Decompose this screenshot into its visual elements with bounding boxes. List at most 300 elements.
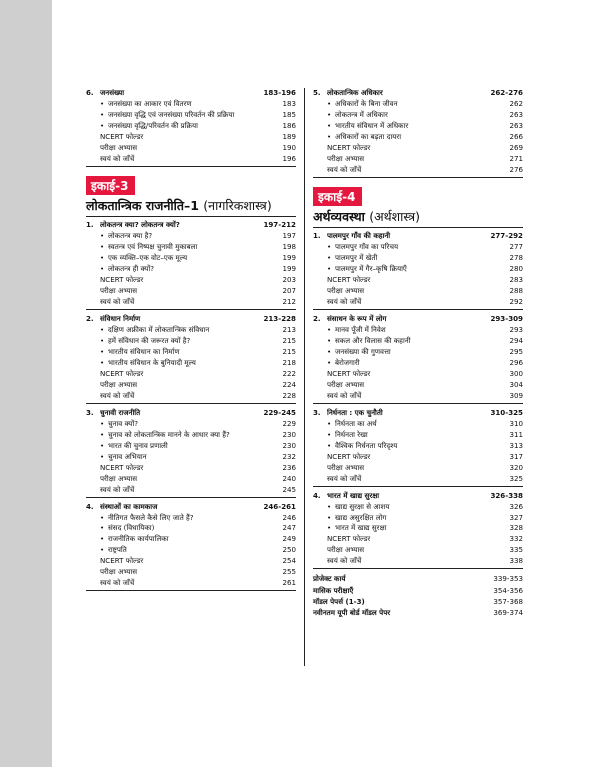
toc-extra-item[interactable] xyxy=(86,485,296,496)
bullet-icon: • xyxy=(327,241,332,251)
toc-subitem[interactable] xyxy=(86,336,296,347)
section-title: संसाधन के रूप में लोग xyxy=(327,313,387,323)
subitem-page: 185 xyxy=(282,109,296,119)
toc-extra-item[interactable] xyxy=(313,275,523,286)
subitem-text xyxy=(327,502,487,513)
subitem-text xyxy=(100,264,260,275)
toc-extra-item[interactable] xyxy=(313,143,523,154)
section-page-range: 183-196 xyxy=(263,88,296,97)
subitem-text xyxy=(100,419,260,430)
toc-subitem[interactable] xyxy=(313,121,523,132)
bullet-icon: • xyxy=(327,512,332,522)
subitem-text xyxy=(100,534,260,545)
extra-label: NCERT फोल्डर xyxy=(100,368,144,378)
extra-page: 283 xyxy=(509,274,523,284)
extra-page: 228 xyxy=(282,390,296,400)
toc-subitem[interactable] xyxy=(86,441,296,452)
unit-title xyxy=(86,197,296,217)
column-divider xyxy=(304,88,305,666)
extra-page: 325 xyxy=(509,473,523,483)
toc-subitem[interactable] xyxy=(86,513,296,524)
toc-extra-item[interactable] xyxy=(313,463,523,474)
subitem-text xyxy=(327,253,487,264)
extra-label: स्वयं को जाँचें xyxy=(327,296,362,306)
unit-title-text: अर्थव्यवस्था xyxy=(313,208,365,224)
toc-subitem[interactable] xyxy=(86,545,296,556)
extra-page: 269 xyxy=(509,142,523,152)
subitem-label: अधिकारों के बिना जीवन xyxy=(335,98,398,108)
subitem-text xyxy=(100,110,260,121)
subitem-text xyxy=(327,325,487,336)
extra-label: स्वयं को जाँचें xyxy=(100,390,135,400)
extra-label: स्वयं को जाँचें xyxy=(100,578,135,588)
subitem-page: 296 xyxy=(509,357,523,367)
section-divider xyxy=(313,568,523,569)
unit-label: इकाई-3 xyxy=(86,176,135,195)
toc-subitem[interactable] xyxy=(313,523,523,534)
subitem-text xyxy=(100,513,260,524)
section-number: 5. xyxy=(313,88,321,97)
subitem-text xyxy=(327,419,487,430)
section-page-range: 310-325 xyxy=(490,407,523,417)
toc-extra-item[interactable] xyxy=(313,369,523,380)
subitem-label: भारतीय संविधान में अधिकार xyxy=(335,120,409,130)
extra-label: परीक्षा अभ्यास xyxy=(327,545,365,555)
subitem-label: निर्धनता रेखा xyxy=(335,429,368,439)
toc-extra-item[interactable] xyxy=(313,380,523,391)
extra-page: 300 xyxy=(509,368,523,378)
bullet-icon: • xyxy=(100,346,105,356)
extra-label: परीक्षा अभ्यास xyxy=(327,153,365,163)
section-heading[interactable] xyxy=(313,314,523,325)
subitem-page: 213 xyxy=(282,324,296,334)
toc-subitem[interactable] xyxy=(86,358,296,369)
extra-label: परीक्षा अभ्यास xyxy=(327,285,365,295)
subitem-page: 313 xyxy=(509,440,523,450)
toc-subitem[interactable] xyxy=(86,110,296,121)
extra-page: 276 xyxy=(509,164,523,174)
final-entry[interactable] xyxy=(313,585,523,596)
unit-header-left xyxy=(86,175,296,217)
section-page-range: 229-245 xyxy=(263,407,296,417)
bullet-icon: • xyxy=(327,418,332,428)
subitem-label: लोकतन्त्र क्या है? xyxy=(108,230,153,240)
section-page-range: 277-292 xyxy=(490,230,523,240)
bullet-icon: • xyxy=(100,252,105,262)
page-margin-band xyxy=(0,0,52,767)
section-page-range: 246-261 xyxy=(263,501,296,511)
subitem-label: दक्षिण अफ्रीका में लोकतान्त्रिक संविधान xyxy=(108,324,210,334)
toc-subitem[interactable] xyxy=(313,99,523,110)
extra-label: स्वयं को जाँचें xyxy=(327,164,362,174)
subitem-page: 232 xyxy=(282,451,296,461)
extra-page: 196 xyxy=(282,153,296,163)
extra-page: 292 xyxy=(509,296,523,306)
bullet-icon: • xyxy=(327,263,332,273)
section-title: चुनावी राजनीति xyxy=(100,407,141,417)
subitem-text xyxy=(100,430,260,441)
extra-label: परीक्षा अभ्यास xyxy=(327,462,365,472)
extra-label: NCERT फोल्डर xyxy=(100,556,144,566)
toc-subitem[interactable] xyxy=(313,253,523,264)
section-number: 3. xyxy=(313,407,321,417)
final-entry[interactable] xyxy=(313,607,523,618)
toc-extra-item[interactable] xyxy=(86,297,296,308)
extra-label: परीक्षा अभ्यास xyxy=(327,379,365,389)
toc-subitem[interactable] xyxy=(86,325,296,336)
bullet-icon: • xyxy=(327,98,332,108)
bullet-icon: • xyxy=(100,324,105,334)
unit-subtitle: (अर्थशास्त्र) xyxy=(369,208,421,224)
section-page-range: 293-309 xyxy=(490,313,523,323)
toc-subitem[interactable] xyxy=(313,419,523,430)
subitem-page: 280 xyxy=(509,263,523,273)
subitem-text xyxy=(327,430,487,441)
toc-section xyxy=(313,408,523,487)
subitem-text xyxy=(100,441,260,452)
extra-page: 309 xyxy=(509,390,523,400)
extra-label: परीक्षा अभ्यास xyxy=(100,285,138,295)
section-heading[interactable] xyxy=(86,220,296,231)
subitem-text xyxy=(100,523,260,534)
subitem-text xyxy=(100,253,260,264)
toc-subitem[interactable] xyxy=(86,231,296,242)
extra-label: स्वयं को जाँचें xyxy=(327,556,362,566)
toc-section xyxy=(86,408,296,498)
section-number: 6. xyxy=(86,88,94,97)
subitem-text xyxy=(327,347,487,358)
subitem-page: 293 xyxy=(509,324,523,334)
toc-extra-item[interactable] xyxy=(313,474,523,485)
unit-title xyxy=(313,208,523,228)
subitem-label: मानव पूँजी में निवेश xyxy=(335,324,386,334)
bullet-icon: • xyxy=(100,241,105,251)
section-number: 2. xyxy=(313,313,321,323)
bullet-icon: • xyxy=(100,120,105,130)
extra-page: 261 xyxy=(282,578,296,588)
subitem-page: 186 xyxy=(282,120,296,130)
toc-section xyxy=(86,220,296,310)
subitem-label: खाद्य असुरक्षित लोग xyxy=(335,512,387,522)
subitem-label: अधिकारों का बढ़ता दायरा xyxy=(335,131,402,141)
subitem-text xyxy=(327,132,487,143)
extra-label: NCERT फोल्डर xyxy=(327,451,371,461)
final-entries xyxy=(313,573,523,618)
subitem-page: 230 xyxy=(282,440,296,450)
subitem-page: 199 xyxy=(282,252,296,262)
subitem-label: पालमपुर में खेती xyxy=(335,252,378,262)
left-top-sections xyxy=(86,88,296,167)
toc-extra-item[interactable] xyxy=(86,369,296,380)
toc-extra-item[interactable] xyxy=(86,578,296,589)
subitem-text xyxy=(327,264,487,275)
section-page-range: 213-228 xyxy=(263,313,296,323)
subitem-text xyxy=(100,452,260,463)
toc-subitem[interactable] xyxy=(313,430,523,441)
extra-page: 271 xyxy=(509,153,523,163)
final-page-range: 369-374 xyxy=(493,608,523,618)
extra-page: 240 xyxy=(282,473,296,483)
bullet-icon: • xyxy=(100,335,105,345)
subitem-text xyxy=(100,121,260,132)
bullet-icon: • xyxy=(327,501,332,511)
extra-page: 189 xyxy=(282,131,296,141)
section-title: निर्धनता : एक चुनौती xyxy=(327,407,383,417)
extra-page: 222 xyxy=(282,368,296,378)
toc-extra-item[interactable] xyxy=(86,556,296,567)
extra-page: 207 xyxy=(282,285,296,295)
unit-header-right xyxy=(313,186,523,228)
toc-section xyxy=(86,502,296,592)
bullet-icon: • xyxy=(100,263,105,273)
right-column xyxy=(313,88,523,619)
toc-subitem[interactable] xyxy=(86,242,296,253)
section-divider xyxy=(86,166,296,167)
section-title: संस्थाओं का कामकाज xyxy=(100,501,158,511)
section-heading[interactable] xyxy=(86,314,296,325)
final-entry[interactable] xyxy=(313,573,523,584)
subitem-page: 230 xyxy=(282,429,296,439)
toc-subitem[interactable] xyxy=(313,358,523,369)
toc-subitem[interactable] xyxy=(313,242,523,253)
subitem-label: जनसंख्या वृद्धि एवं जनसंख्या परिवर्तन की प्रक्रिया xyxy=(108,109,235,119)
extra-page: 338 xyxy=(509,556,523,566)
toc-extra-item[interactable] xyxy=(313,452,523,463)
section-heading[interactable] xyxy=(313,231,523,242)
bullet-icon: • xyxy=(100,418,105,428)
subitem-page: 215 xyxy=(282,346,296,356)
toc-extra-item[interactable] xyxy=(313,545,523,556)
toc-extra-item[interactable] xyxy=(86,275,296,286)
extra-page: 224 xyxy=(282,379,296,389)
toc-extra-item[interactable] xyxy=(313,297,523,308)
subitem-page: 199 xyxy=(282,263,296,273)
subitem-label: राष्ट्रपति xyxy=(108,545,127,555)
final-label: मासिक परीक्षाएँ xyxy=(313,585,354,595)
section-divider xyxy=(313,486,523,487)
bullet-icon: • xyxy=(327,120,332,130)
extra-page: 320 xyxy=(509,462,523,472)
toc-extra-item[interactable] xyxy=(86,391,296,402)
subitem-label: भारत की चुनाव प्रणाली xyxy=(108,440,168,450)
subitem-label: भारतीय संविधान का निर्माण xyxy=(108,346,180,356)
subitem-text xyxy=(327,242,487,253)
toc-subitem[interactable] xyxy=(313,132,523,143)
section-divider xyxy=(86,309,296,310)
subitem-label: खाद्य सुरक्षा से आशय xyxy=(335,501,390,511)
subitem-text xyxy=(327,523,487,534)
toc-extra-item[interactable] xyxy=(313,286,523,297)
subitem-page: 311 xyxy=(509,429,523,439)
section-divider xyxy=(86,403,296,404)
subitem-page: 198 xyxy=(282,241,296,251)
toc-subitem[interactable] xyxy=(86,430,296,441)
extra-page: 288 xyxy=(509,285,523,295)
bullet-icon: • xyxy=(327,429,332,439)
toc-section xyxy=(86,314,296,404)
subitem-label: बेरोजगारी xyxy=(335,357,360,367)
subitem-label: जनसंख्या का आकार एवं वितरण xyxy=(108,98,192,108)
toc-extra-item[interactable] xyxy=(313,154,523,165)
subitem-page: 310 xyxy=(509,418,523,428)
subitem-text xyxy=(327,513,487,524)
toc-subitem[interactable] xyxy=(86,452,296,463)
bullet-icon: • xyxy=(327,109,332,119)
extra-page: 317 xyxy=(509,451,523,461)
section-heading[interactable] xyxy=(86,502,296,513)
toc-subitem[interactable] xyxy=(313,513,523,524)
bullet-icon: • xyxy=(100,512,105,522)
subitem-label: चुनाव को लोकतान्त्रिक मानने के आधार क्या हैं? xyxy=(108,429,230,439)
extra-page: 254 xyxy=(282,556,296,566)
subitem-page: 215 xyxy=(282,335,296,345)
toc-extra-item[interactable] xyxy=(86,143,296,154)
final-label: प्रोजेक्ट कार्य xyxy=(313,574,346,584)
section-heading[interactable] xyxy=(313,491,523,502)
section-title: जनसंख्या xyxy=(100,88,125,97)
toc-subitem[interactable] xyxy=(86,264,296,275)
subitem-text xyxy=(100,242,260,253)
toc-extra-item[interactable] xyxy=(313,556,523,567)
section-divider xyxy=(313,403,523,404)
bullet-icon: • xyxy=(100,545,105,555)
toc-section xyxy=(313,231,523,310)
toc-extra-item[interactable] xyxy=(86,463,296,474)
subitem-label: सकल और विलास की कहानी xyxy=(335,335,411,345)
subitem-text xyxy=(100,545,260,556)
toc-subitem[interactable] xyxy=(313,110,523,121)
toc-subitem[interactable] xyxy=(86,347,296,358)
bullet-icon: • xyxy=(100,357,105,367)
bullet-icon: • xyxy=(327,324,332,334)
bullet-icon: • xyxy=(327,346,332,356)
section-heading[interactable] xyxy=(313,408,523,419)
toc-subitem[interactable] xyxy=(86,121,296,132)
subitem-label: लोकतन्त्र में अधिकार xyxy=(335,109,388,119)
bullet-icon: • xyxy=(100,534,105,544)
toc-extra-item[interactable] xyxy=(86,474,296,485)
subitem-page: 263 xyxy=(509,120,523,130)
subitem-label: भारतीय संविधान के बुनियादी मूल्य xyxy=(108,357,196,367)
subitem-page: 326 xyxy=(509,501,523,511)
subitem-label: संसद (विधायिका) xyxy=(108,523,155,533)
subitem-page: 266 xyxy=(509,131,523,141)
extra-page: 304 xyxy=(509,379,523,389)
bullet-icon: • xyxy=(327,252,332,262)
final-entry[interactable] xyxy=(313,596,523,607)
subitem-label: चुनाव अभियान xyxy=(108,451,147,461)
extra-page: 190 xyxy=(282,142,296,152)
toc-section xyxy=(313,314,523,404)
subitem-label: चुनाव क्यों? xyxy=(108,418,138,428)
section-heading[interactable] xyxy=(86,408,296,419)
extra-label: NCERT फोल्डर xyxy=(327,142,371,152)
final-label: नवीनतम यूपी बोर्ड मॉडल पेपर xyxy=(313,608,391,618)
extra-label: परीक्षा अभ्यास xyxy=(100,567,138,577)
toc-extra-item[interactable] xyxy=(313,391,523,402)
toc-extra-item[interactable] xyxy=(86,154,296,165)
section-divider xyxy=(86,590,296,591)
subitem-text xyxy=(327,358,487,369)
subitem-text xyxy=(327,110,487,121)
toc-subitem[interactable] xyxy=(313,336,523,347)
subitem-page: 246 xyxy=(282,512,296,522)
toc-subitem[interactable] xyxy=(86,253,296,264)
extra-label: स्वयं को जाँचें xyxy=(327,473,362,483)
section-title: पालमपुर गाँव की कहानी xyxy=(327,230,391,240)
subitem-page: 277 xyxy=(509,241,523,251)
section-title: संविधान निर्माण xyxy=(100,313,141,323)
subitem-label: भारत में खाद्य सुरक्षा xyxy=(335,523,387,533)
toc-extra-item[interactable] xyxy=(86,380,296,391)
extra-page: 332 xyxy=(509,534,523,544)
subitem-text xyxy=(327,336,487,347)
subitem-page: 327 xyxy=(509,512,523,522)
section-number: 4. xyxy=(86,501,94,511)
section-divider xyxy=(86,497,296,498)
section-title: भारत में खाद्य सुरक्षा xyxy=(327,490,380,500)
subitem-label: निर्धनता का अर्थ xyxy=(335,418,377,428)
toc-subitem[interactable] xyxy=(313,502,523,513)
subitem-page: 263 xyxy=(509,109,523,119)
subitem-page: 218 xyxy=(282,357,296,367)
toc-subitem[interactable] xyxy=(313,441,523,452)
bullet-icon: • xyxy=(100,523,105,533)
extra-label: NCERT फोल्डर xyxy=(100,274,144,284)
toc-extra-item[interactable] xyxy=(313,534,523,545)
toc-subitem[interactable] xyxy=(86,534,296,545)
right-sections xyxy=(313,231,523,570)
section-number: 3. xyxy=(86,407,94,417)
section-number: 2. xyxy=(86,313,94,323)
extra-page: 335 xyxy=(509,545,523,555)
extra-label: NCERT फोल्डर xyxy=(327,274,371,284)
extra-label: परीक्षा अभ्यास xyxy=(100,379,138,389)
right-top-sections xyxy=(313,88,523,178)
toc-subitem[interactable] xyxy=(86,419,296,430)
unit-subtitle: (नागरिकशास्त्र) xyxy=(203,197,272,213)
section-divider xyxy=(313,309,523,310)
subitem-label: स्वतन्त्र एवं निष्पक्ष चुनावी मुकाबला xyxy=(108,241,198,251)
bullet-icon: • xyxy=(100,230,105,240)
extra-page: 245 xyxy=(282,484,296,494)
final-page-range: 339-353 xyxy=(493,574,523,584)
section-heading[interactable] xyxy=(313,88,523,99)
subitem-page: 197 xyxy=(282,230,296,240)
toc-subitem[interactable] xyxy=(313,325,523,336)
toc-extra-item[interactable] xyxy=(86,132,296,143)
toc-subitem[interactable] xyxy=(313,347,523,358)
toc-subitem[interactable] xyxy=(86,523,296,534)
extra-label: NCERT फोल्डर xyxy=(100,462,144,472)
section-divider xyxy=(313,177,523,178)
subitem-page: 295 xyxy=(509,346,523,356)
subitem-page: 294 xyxy=(509,335,523,345)
toc-extra-item[interactable] xyxy=(313,165,523,176)
toc-extra-item[interactable] xyxy=(86,567,296,578)
subitem-label: जनसंख्या वृद्धि/परिवर्तन की प्रक्रिया xyxy=(108,120,198,130)
subitem-text xyxy=(100,231,260,242)
toc-section xyxy=(86,88,296,167)
section-heading[interactable] xyxy=(86,88,296,99)
extra-label: NCERT फोल्डर xyxy=(327,368,371,378)
toc-subitem[interactable] xyxy=(86,99,296,110)
toc-extra-item[interactable] xyxy=(86,286,296,297)
final-label: मॉडल पेपर्स (1-3) xyxy=(313,597,365,607)
section-number: 1. xyxy=(86,219,94,229)
toc-subitem[interactable] xyxy=(313,264,523,275)
final-page-range: 357-368 xyxy=(493,597,523,607)
